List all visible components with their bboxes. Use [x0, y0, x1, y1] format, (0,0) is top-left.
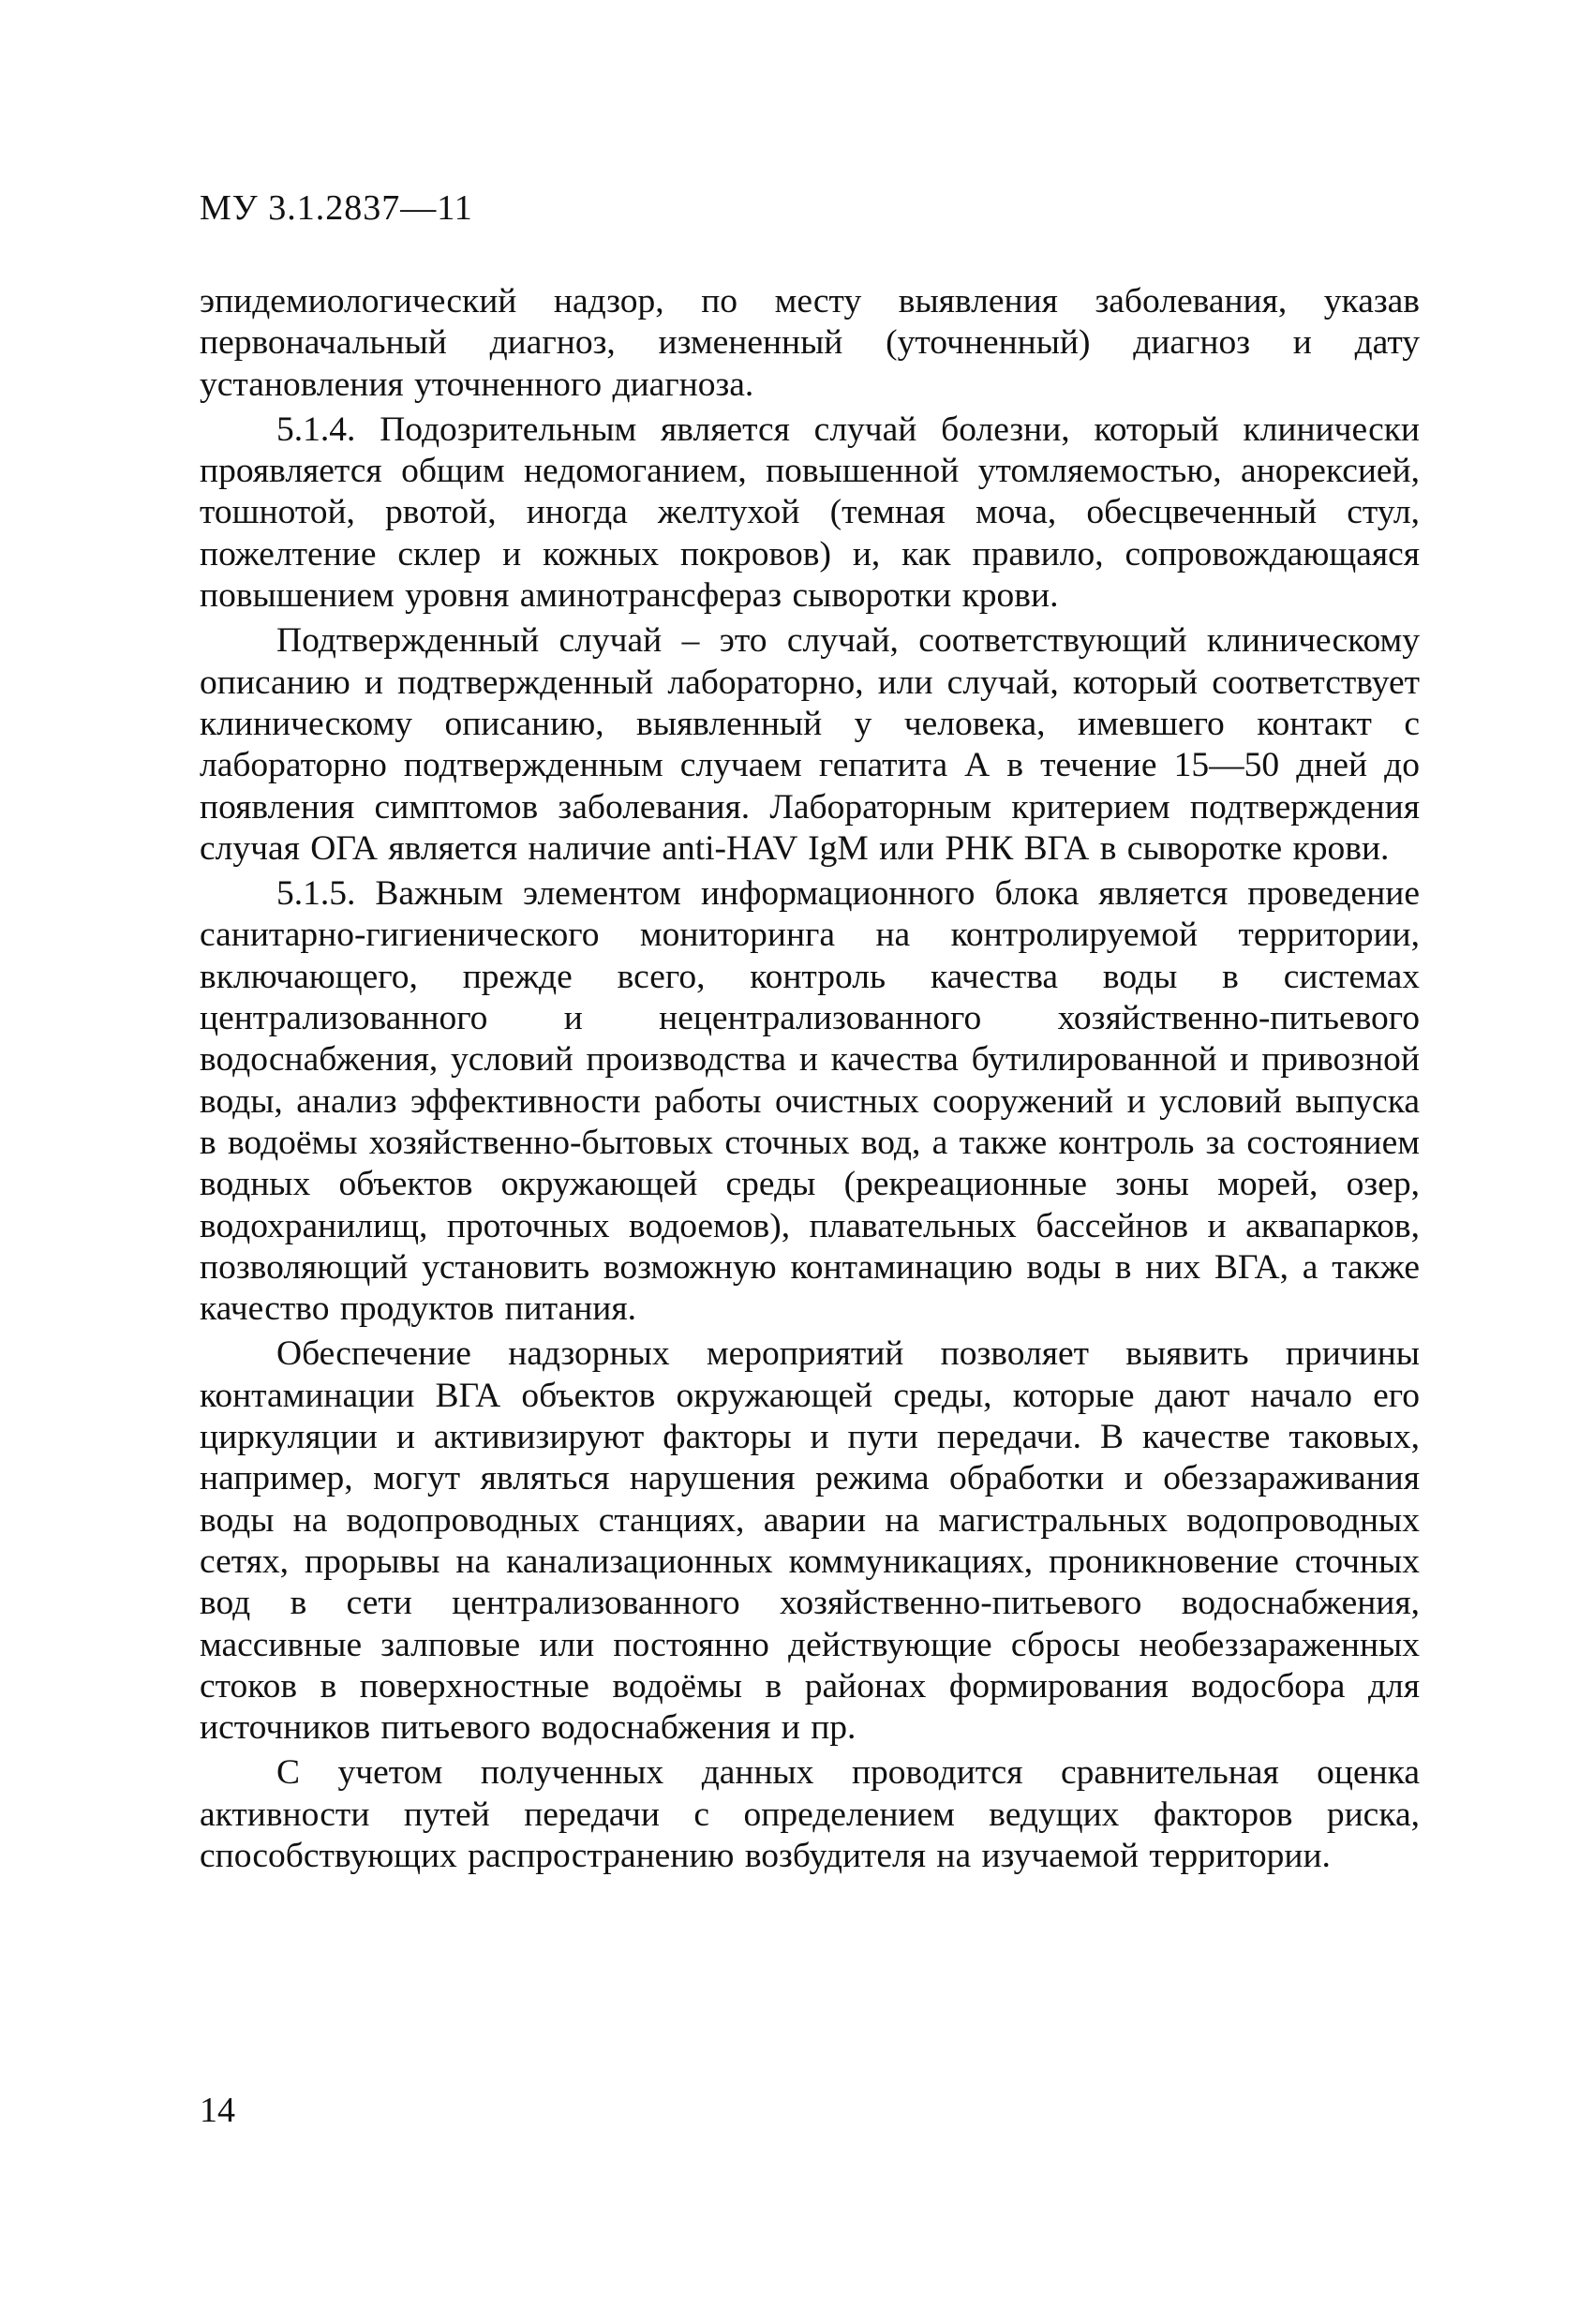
paragraph-comparative-assessment: С учетом полученных данных проводится сравнительная оценка активности путей передачи с определением ведущих факторов риска, способствующих распространению возбудителя на изучаемой территории. — [200, 1753, 1420, 1875]
paragraph-5-1-5: 5.1.5. Важным элементом информационного блока является проведение санитарно-гигиенического мониторинга на контролируемой территории, включающего, прежде всего, контроль качества воды в системах централизованного и нецентрализованного хозяйственно-питьевого водоснабжения, условий производства и качества бутилированной и привозной воды, анализ эффективности работы очистных сооружений и условий выпуска в водоёмы хозяйственно-бытовых сточных вод, а также контроль за состоянием водных объектов окружающей среды (рекреационные зоны морей, озер, водохранилищ, проточных водоемов), плавательных бассейнов и аквапарков, позволяющий установить возможную контаминацию воды в них ВГА, а также качество продуктов питания. — [200, 874, 1420, 1329]
document-body — [200, 281, 1420, 1881]
page-number: 14 — [200, 2091, 235, 2130]
paragraph-5-1-4: 5.1.4. Подозрительным является случай болезни, который клинически проявляется общим недомоганием, повышенной утомляемостью, анорексией, тошнотой, рвотой, иногда желтухой (темная моча, обесцвеченный стул, пожелтение склер и кожных покровов) и, как правило, сопровождающаяся повышением уровня аминотрансфераз сыворотки крови. — [200, 410, 1420, 616]
paragraph-continuation: эпидемиологический надзор, по месту выявления заболевания, указав первоначальный диагноз, измененный (уточненный) диагноз и дату установления уточненного диагноза. — [200, 282, 1420, 404]
paragraph-confirmed-case: Подтвержденный случай – это случай, соответствующий клиническому описанию и подтвержденный лабораторно, или случай, который соответствует клиническому описанию, выявленный у человека, имевшего контакт с лабораторно подтвержденным случаем гепатита А в течение 15—50 дней до появления симптомов заболевания. Лабораторным критерием подтверждения случая ОГА является наличие anti-HAV IgM или РНК ВГА в сыворотке крови. — [200, 621, 1420, 868]
document-code-header: МУ 3.1.2837—11 — [200, 188, 473, 228]
paragraph-surveillance-measures: Обеспечение надзорных мероприятий позволяет выявить причины контаминации ВГА объектов окружающей среды, которые дают начало его циркуляции и активизируют факторы и пути передачи. В качестве таковых, например, могут являться нарушения режима обработки и обеззараживания воды на водопроводных станциях, аварии на магистральных водопроводных сетях, прорывы на канализационных коммуникациях, проникновение сточных вод в сети централизованного хозяйственно-питьевого водоснабжения, массивные залповые или постоянно действующие сбросы необеззараженных стоков в поверхностные водоёмы в районах формирования водосбора для источников питьевого водоснабжения и пр. — [200, 1334, 1420, 1748]
